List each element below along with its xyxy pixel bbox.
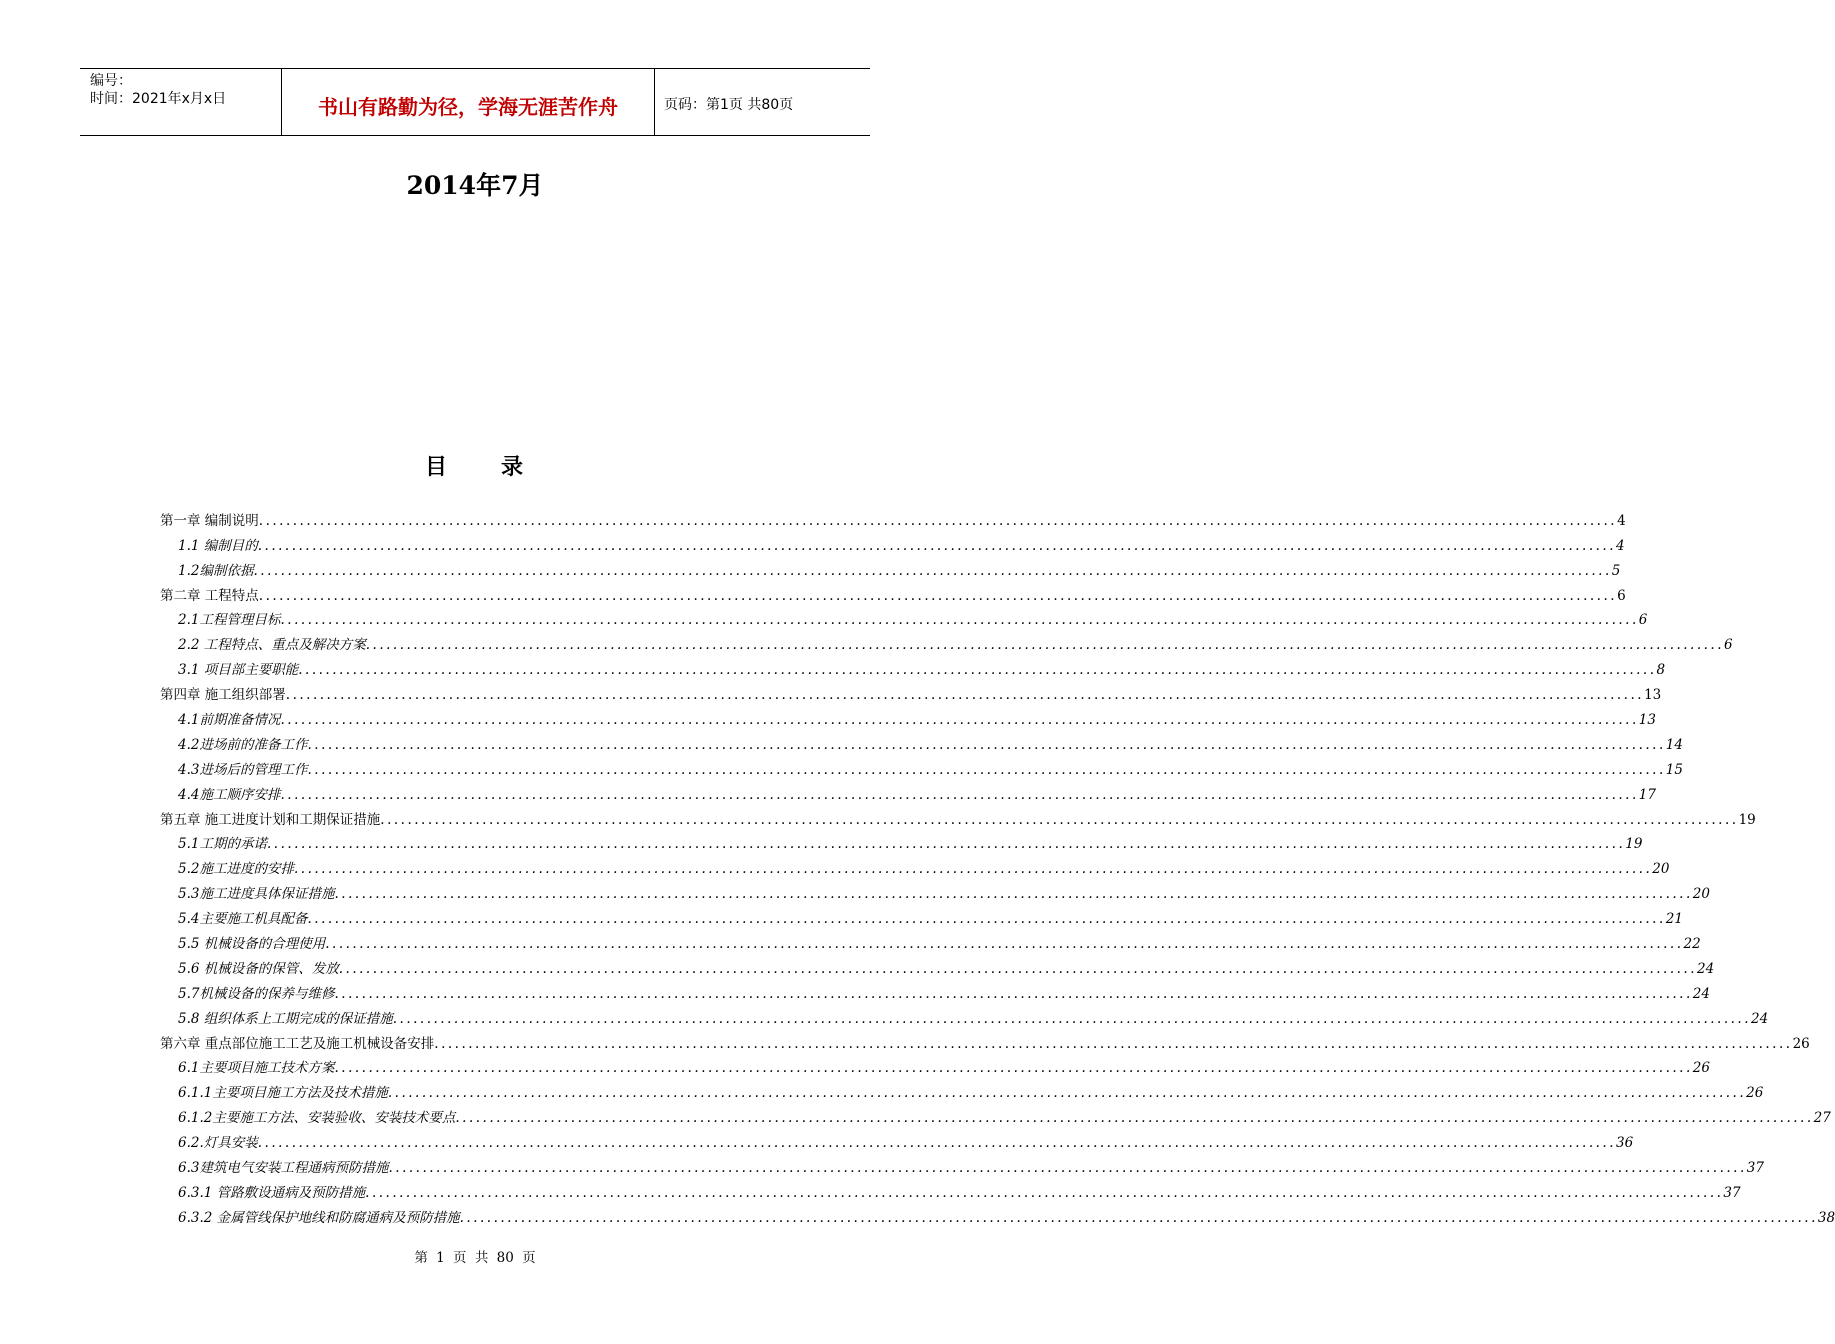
toc-entry-title: 6.3.2 金属管线保护地线和防腐通病及预防措施 — [178, 1209, 460, 1226]
toc-entry[interactable] — [160, 878, 1710, 903]
toc-entry-title: 6.2.灯具安装 — [178, 1135, 258, 1152]
header-left-cell — [80, 69, 282, 135]
toc-entry[interactable] — [160, 555, 1621, 580]
toc-entry-title: 1.1 编制目的 — [178, 537, 258, 554]
toc-leader-dots: ........................................................................................................................................................................................................ — [298, 662, 1657, 679]
toc-leader-dots: ........................................................................................................................................................................................................ — [365, 637, 1725, 654]
toc-leader-dots: ........................................................................................................................................................................................................ — [307, 736, 1666, 753]
toc-entry-title: 6.1主要项目施工技术方案 — [178, 1060, 335, 1077]
toc-entry-title: 6.1.2主要施工方法、安装验收、安装技术要点 — [178, 1110, 456, 1127]
toc-entry-page: 20 — [1692, 886, 1710, 903]
toc-entry-title: 5.5 机械设备的合理使用 — [178, 936, 326, 953]
toc-entry[interactable] — [160, 1077, 1764, 1102]
toc-entry-title: 4.4施工顺序安排 — [178, 786, 281, 803]
toc-leader-dots: ........................................................................................................................................................................................................ — [325, 936, 1684, 953]
toc-entry-page: 6 — [1724, 637, 1733, 654]
toc-entry-page: 6 — [1638, 612, 1648, 629]
toc-entry[interactable] — [160, 580, 1626, 605]
toc-entry-page: 5 — [1611, 562, 1621, 579]
time-label: 时间：2021年x月x日 — [90, 91, 227, 107]
toc-leader-dots: ........................................................................................................................................................................................................ — [380, 811, 1739, 828]
toc-entry-page: 15 — [1665, 761, 1683, 778]
toc-entry-page: 27 — [1813, 1110, 1831, 1127]
toc-entry-title: 5.8 组织体系上工期完成的保证措施 — [178, 1010, 393, 1027]
toc-entry[interactable] — [160, 629, 1733, 654]
toc-entry-title: 1.2编制依据 — [178, 562, 254, 579]
toc-entry-title: 5.3施工进度具体保证措施 — [178, 886, 335, 903]
toc-entry-page: 22 — [1683, 936, 1701, 953]
page-header — [80, 68, 870, 136]
toc-leader-dots: ........................................................................................................................................................................................................ — [365, 1184, 1724, 1201]
toc-entry-title: 6.3.1 管路敷设通病及预防措施 — [178, 1184, 366, 1201]
toc-entry[interactable] — [160, 779, 1656, 804]
toc-entry-title: 3.1 项目部主要职能 — [178, 662, 299, 679]
toc-entry-page: 13 — [1638, 712, 1656, 729]
toc-entry[interactable] — [160, 1177, 1741, 1202]
toc-entry-title: 5.2施工进度的安排 — [178, 861, 294, 878]
toc-entry-page: 37 — [1723, 1184, 1741, 1201]
toc-leader-dots: ........................................................................................................................................................................................................ — [388, 1160, 1747, 1177]
toc-entry-title: 第一章 编制说明 — [160, 512, 259, 529]
toc-entry[interactable] — [160, 754, 1683, 779]
toc-entry-page: 14 — [1665, 736, 1683, 753]
toc-leader-dots: ........................................................................................................................................................................................................ — [392, 1010, 1752, 1027]
toc-entry-page: 37 — [1746, 1160, 1764, 1177]
code-label: 编号： — [90, 73, 132, 89]
toc-entry[interactable] — [160, 704, 1656, 729]
toc-leader-dots: ........................................................................................................................................................................................................ — [434, 1035, 1793, 1052]
toc-entry[interactable] — [160, 654, 1666, 679]
toc-entry[interactable] — [160, 1202, 1835, 1227]
toc-leader-dots: ........................................................................................................................................................................................................ — [293, 861, 1653, 878]
toc-entry-title: 第四章 施工组织部署 — [160, 687, 286, 704]
toc-entry-page: 19 — [1738, 811, 1756, 828]
toc-entry-page: 6 — [1617, 587, 1626, 604]
toc-entry-title: 第五章 施工进度计划和工期保证措施 — [160, 811, 381, 828]
toc-leader-dots: ........................................................................................................................................................................................................ — [307, 911, 1666, 928]
page-footer: 第 1 页 共 80 页 — [414, 1250, 536, 1266]
toc-leader-dots: ........................................................................................................................................................................................................ — [280, 612, 1639, 629]
toc-entry-title: 6.1.1主要项目施工方法及技术措施 — [178, 1085, 388, 1102]
toc-entry-page: 8 — [1656, 662, 1666, 679]
toc-title-char-2: 录 — [501, 455, 526, 480]
toc-entry-page: 4 — [1616, 537, 1625, 554]
toc-entry-page: 4 — [1617, 512, 1626, 529]
toc-entry[interactable] — [160, 605, 1648, 630]
toc-leader-dots: ........................................................................................................................................................................................................ — [334, 1060, 1693, 1077]
header-page-info: 页码：第1页 共80页 — [664, 97, 794, 113]
toc-entry[interactable] — [160, 530, 1625, 555]
toc-entry[interactable] — [160, 903, 1683, 928]
toc-leader-dots: ........................................................................................................................................................................................................ — [387, 1085, 1747, 1102]
toc-entry-page: 20 — [1652, 861, 1670, 878]
toc-entry-title: 第六章 重点部位施工工艺及施工机械设备安排 — [160, 1035, 435, 1052]
toc-entry[interactable] — [160, 1102, 1831, 1127]
toc-leader-dots: ........................................................................................................................................................................................................ — [334, 985, 1693, 1002]
toc-entry-page: 36 — [1616, 1135, 1634, 1152]
toc-entry-title: 4.2进场前的准备工作 — [178, 736, 308, 753]
toc-entry-title: 5.7机械设备的保养与维修 — [178, 985, 335, 1002]
toc-leader-dots: ........................................................................................................................................................................................................ — [253, 562, 1612, 579]
toc-leader-dots: ........................................................................................................................................................................................................ — [280, 712, 1639, 729]
toc-leader-dots: ........................................................................................................................................................................................................ — [257, 537, 1617, 554]
toc-entry[interactable] — [160, 1053, 1710, 1078]
toc-entry-title: 4.3进场后的管理工作 — [178, 761, 308, 778]
toc-leader-dots: ........................................................................................................................................................................................................ — [307, 761, 1666, 778]
toc-leader-dots: ........................................................................................................................................................................................................ — [266, 836, 1626, 853]
toc-entry-title: 2.1工程管理目标 — [178, 612, 281, 629]
toc-entry-page: 13 — [1644, 687, 1662, 704]
toc-entry-title: 4.1前期准备情况 — [178, 712, 281, 729]
toc-leader-dots: ........................................................................................................................................................................................................ — [258, 587, 1618, 604]
date-title: 2014年7月 — [406, 171, 544, 200]
toc-entry[interactable] — [160, 505, 1626, 530]
toc-entry-title: 5.6 机械设备的保管、发放 — [178, 960, 339, 977]
toc-entry-page: 26 — [1792, 1035, 1810, 1052]
toc-entry[interactable] — [160, 928, 1701, 953]
header-motto: 书山有路勤为径，学海无涯苦作舟 — [282, 69, 655, 135]
toc-entry-title: 6.3建筑电气安装工程通病预防措施 — [178, 1160, 389, 1177]
toc-entry-title: 2.2 工程特点、重点及解决方案 — [178, 637, 366, 654]
toc-entry-page: 26 — [1692, 1060, 1710, 1077]
toc-entry[interactable] — [160, 804, 1756, 829]
toc-entry[interactable] — [160, 729, 1683, 754]
toc-leader-dots: ........................................................................................................................................................................................................ — [334, 886, 1693, 903]
toc-leader-dots: ........................................................................................................................................................................................................ — [459, 1209, 1818, 1226]
toc-entry[interactable] — [160, 1003, 1769, 1028]
toc-leader-dots: ........................................................................................................................................................................................................ — [455, 1110, 1814, 1127]
toc-entry[interactable] — [160, 829, 1643, 854]
toc-leader-dots: ........................................................................................................................................................................................................ — [285, 687, 1645, 704]
toc-entry-title: 5.4主要施工机具配备 — [178, 911, 308, 928]
toc-entry-page: 17 — [1638, 786, 1656, 803]
toc-entry-page: 24 — [1697, 960, 1715, 977]
toc-entry-page: 26 — [1746, 1085, 1764, 1102]
toc-entry-title: 5.1工期的承诺 — [178, 836, 267, 853]
toc-entry-page: 24 — [1692, 985, 1710, 1002]
toc-entry-page: 19 — [1625, 836, 1643, 853]
toc-entry[interactable] — [160, 1152, 1764, 1177]
toc-entry[interactable] — [160, 978, 1710, 1003]
toc-entry[interactable] — [160, 679, 1662, 704]
toc-leader-dots: ........................................................................................................................................................................................................ — [280, 786, 1639, 803]
toc-entry-title: 第二章 工程特点 — [160, 587, 259, 604]
toc-title — [0, 450, 950, 481]
toc-title-char-1: 目 — [424, 455, 449, 480]
toc-entry[interactable] — [160, 853, 1670, 878]
toc-entry-page: 38 — [1817, 1209, 1835, 1226]
toc-entry[interactable] — [160, 953, 1715, 978]
toc-entry[interactable] — [160, 1028, 1810, 1053]
toc-list — [160, 505, 1835, 1227]
toc-entry-page: 21 — [1665, 911, 1683, 928]
toc-leader-dots: ........................................................................................................................................................................................................ — [338, 960, 1698, 977]
toc-entry-page: 24 — [1751, 1010, 1769, 1027]
toc-leader-dots: ........................................................................................................................................................................................................ — [258, 512, 1618, 529]
toc-entry[interactable] — [160, 1127, 1634, 1152]
toc-leader-dots: ........................................................................................................................................................................................................ — [257, 1135, 1617, 1152]
